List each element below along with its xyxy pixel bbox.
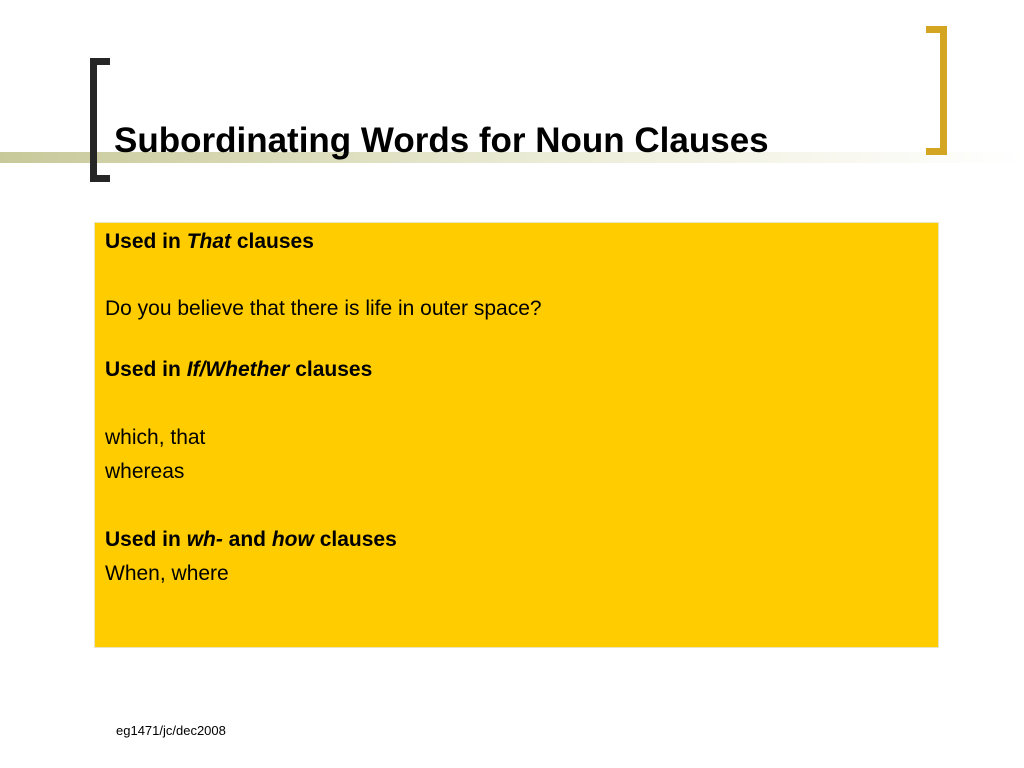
right-bracket-decoration — [926, 26, 947, 155]
slide-title: Subordinating Words for Noun Clauses — [114, 121, 769, 160]
heading-suffix: clauses — [231, 230, 314, 253]
that-clauses-heading — [105, 229, 314, 255]
slide-footer: eg1471/jc/dec2008 — [116, 723, 226, 738]
ifwhether-clauses-heading — [105, 357, 372, 383]
wh-how-example: When, where — [105, 562, 229, 585]
heading-italic-that: That — [186, 230, 232, 253]
heading-prefix: Used in — [105, 230, 187, 253]
heading-italic-ifwhether: If/Whether — [186, 358, 290, 381]
heading-prefix: Used in — [105, 358, 187, 381]
that-clauses-example: Do you believe that there is life in outer space? — [105, 297, 542, 320]
heading-suffix: clauses — [289, 358, 373, 381]
ifwhether-example-line: whereas — [105, 460, 185, 483]
heading-middle: and — [222, 528, 272, 551]
wh-how-clauses-heading — [105, 527, 397, 553]
content-box — [94, 222, 939, 648]
left-bracket-decoration — [90, 58, 110, 182]
ifwhether-example-line: which, that — [105, 426, 206, 449]
heading-prefix: Used in — [105, 528, 187, 551]
heading-italic-how: how — [271, 528, 314, 551]
heading-suffix: clauses — [313, 528, 397, 551]
heading-italic-wh: wh- — [186, 528, 223, 551]
